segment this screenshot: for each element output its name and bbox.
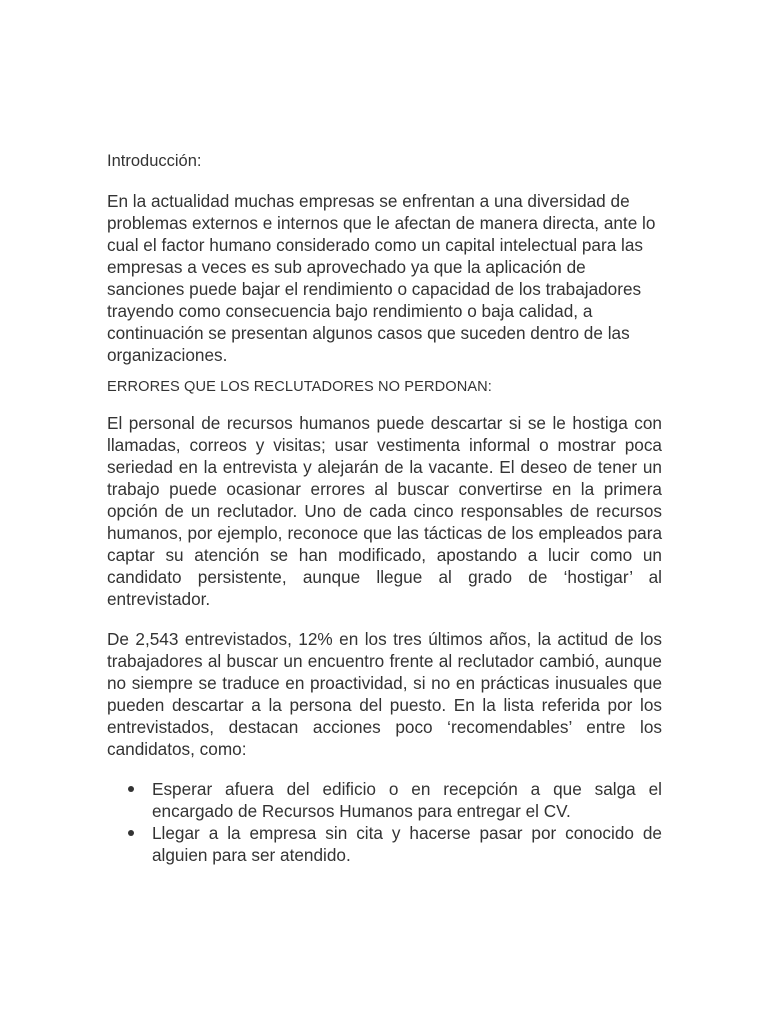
bullet-list — [107, 778, 662, 866]
list-item-text: Esperar afuera del edificio o en recepción a que salga el encargado de Recursos Humanos para entregar el CV. — [152, 779, 662, 821]
document-page — [107, 150, 662, 866]
intro-paragraph: En la actualidad muchas empresas se enfrentan a una diversidad de problemas externos e internos que le afectan de manera directa, ante lo cual el factor humano considerado como un capital intelectual para las empresas a veces es sub aprovechado ya que la aplicación de sanciones puede bajar el rendimiento o capacidad de los trabajadores trayendo como consecuencia bajo rendimiento o baja calidad, a continuación se presentan algunos casos que suceden dentro de las organizaciones. — [107, 191, 656, 365]
bullet-icon — [128, 786, 134, 792]
list-item — [107, 778, 662, 822]
body-paragraph-2: De 2,543 entrevistados, 12% en los tres últimos años, la actitud de los trabajadores al buscar un encuentro frente al reclutador cambió, aunque no siempre se traduce en proactividad, si no en prácticas inusuales que pueden descartar a la persona del puesto. En la lista referida por los entrevistados, destacan acciones poco ‘recomendables’ entre los candidatos, como: — [107, 629, 662, 759]
list-item-text: Llegar a la empresa sin cita y hacerse pasar por conocido de alguien para ser atendido. — [152, 823, 662, 865]
section-heading: ERRORES QUE LOS RECLUTADORES NO PERDONAN: — [107, 379, 492, 395]
intro-heading: Introducción: — [107, 152, 202, 170]
bullet-icon — [128, 830, 134, 836]
body-paragraph-1: El personal de recursos humanos puede descartar si se le hostiga con llamadas, correos y visitas; usar vestimenta informal o mostrar poca seriedad en la entrevista y alejarán de la vacante. El deseo de tener un trabajo puede ocasionar errores al buscar convertirse en la primera opción de un reclutador. Uno de cada cinco responsables de recursos humanos, por ejemplo, reconoce que las tácticas de los empleados para captar su atención se han modificado, apostando a lucir como un candidato persistente, aunque llegue al grado de ‘hostigar’ al entrevistador. — [107, 413, 662, 609]
list-item — [107, 822, 662, 866]
